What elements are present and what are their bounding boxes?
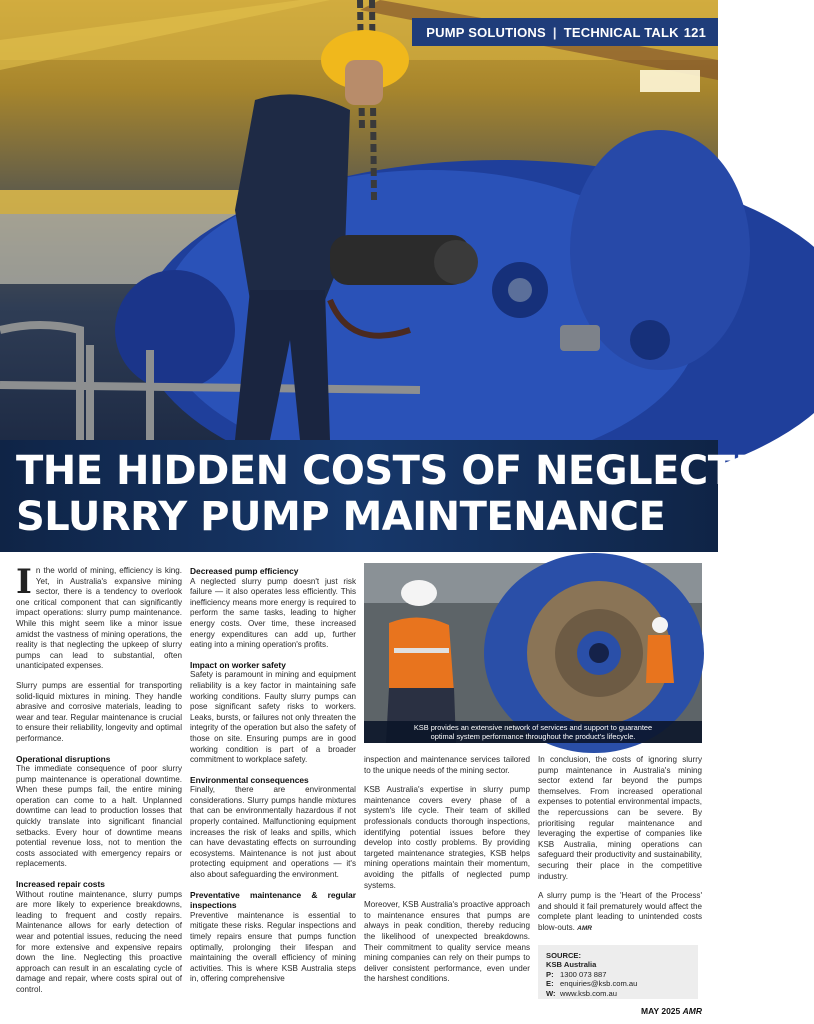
page-number: 121 xyxy=(683,24,706,40)
paragraph-operational: The immediate consequence of poor slurry pump maintenance is operational downtime. When these pumps fail, the entire mining operation can come to a halt. Unplanned downtime can lead to production losses that quickly translate into significant financial setbacks. Every hour of downtime means potential revenue loss, not to mention the costs associated with emergency repairs or replacements. xyxy=(16,764,182,869)
paragraph-repair: Without routine maintenance, slurry pumps are more likely to experience breakdowns, leading to frequent and costly repairs. Maintenance allows for early detection of wear and potential issues, reducing the need for more extensive and expensive repairs down the line. Neglecting this proactive approach can result in an escalating cycle of damage and repair, where costs spiral out of control. xyxy=(16,889,182,994)
web-key: W: xyxy=(546,988,556,998)
email-key: E: xyxy=(546,979,554,989)
column-3 xyxy=(364,755,530,994)
phone-key: P: xyxy=(546,969,554,979)
source-company: KSB Australia xyxy=(546,960,597,970)
section-tag xyxy=(412,18,718,46)
source-web-row xyxy=(546,989,690,998)
column-1 xyxy=(16,562,182,1005)
heading-environment: Environmental consequences xyxy=(190,774,309,785)
paragraph-heart xyxy=(538,891,702,934)
source-label: SOURCE: xyxy=(546,951,582,960)
subsection-name: TECHNICAL TALK xyxy=(563,24,679,40)
paragraph-conclusion: In conclusion, the costs of ignoring slurry pump maintenance in Australia's mining sector extend far beyond the pumps themselves. From increased operational expenses to potential environmental impacts, the repercussions can be severe. By prioritising regular maintenance and leveraging the expertise of companies like KSB Australia, mining operations can safeguard their productivity and sustainability, securing their place in the competitive industry. xyxy=(538,755,702,881)
paragraph-services: inspection and maintenance services tailored to the unique needs of the mining sector. xyxy=(364,755,530,775)
paragraph-2: Slurry pumps are essential for transporting solid-liquid mixtures in mining. They handle abrasive and corrosive materials, leading to wear and tear. Regular maintenance is crucial to ensure their reliability, longevity and optimal performance. xyxy=(16,680,182,743)
drop-cap: I xyxy=(16,562,32,602)
page-footer xyxy=(641,1006,702,1016)
hero-photo xyxy=(0,0,718,440)
title-line-2: SLURRY PUMP MAINTENANCE xyxy=(16,494,666,540)
source-phone[interactable]: 1300 073 887 xyxy=(560,969,607,979)
source-phone-row xyxy=(546,970,690,979)
column-4 xyxy=(538,755,702,944)
heading-safety: Impact on worker safety xyxy=(190,659,286,670)
tag-separator: | xyxy=(552,24,557,40)
paragraph-preventative: Preventive maintenance is essential to mitigate these risks. Regular inspections and timely repairs ensure that pumps function optimally, prolonging their lifespan and maintaining the overall efficiency of mining activities. This is where KSB Australia steps in, offering comprehensive xyxy=(190,910,356,984)
paragraph-proactive: Moreover, KSB Australia's proactive approach to maintenance ensures that pumps are always in peak condition, thereby reducing the likelihood of unexpected breakdowns. Their commitment to quality service means mining companies can rely on their pumps to deliver consistent performance, even under the harshest conditions. xyxy=(364,900,530,984)
source-email-row xyxy=(546,979,690,988)
title-line-1: THE HIDDEN COSTS OF NEGLECTING xyxy=(16,448,814,494)
issue-date: MAY 2025 xyxy=(641,1006,681,1016)
paragraph-expertise: KSB Australia's expertise in slurry pump maintenance covers every phase of a system's life cycle. Their team of skilled professionals conducts thorough inspections, identifying potential issues before they develop into costly problems. By providing targeted maintenance strategies, KSB helps mining operations maintain their momentum, avoiding the pitfalls of neglected pump systems. xyxy=(364,785,530,890)
magazine-name: AMR xyxy=(682,1006,702,1016)
caption-line-2: optimal system performance throughout the product's lifecycle. xyxy=(430,732,636,741)
paragraph-safety: Safety is paramount in mining and equipment reliability is a key factor in maintaining safe working conditions. Faulty slurry pumps can pose significant safety risks to workers. Leaks, bursts, or failures not only threaten the integrity of the operation but also the safety of those on site. Ensuring pumps are in good working condition is part of a broader commitment to workplace safety. xyxy=(190,670,356,765)
heading-efficiency: Decreased pump efficiency xyxy=(190,566,299,576)
heading-repair: Increased repair costs xyxy=(16,879,105,890)
secondary-photo xyxy=(364,563,702,743)
workers-illustration xyxy=(364,563,702,743)
title-band xyxy=(0,440,814,552)
heart-text: A slurry pump is the 'Heart of the Process' and should it fail prematurely would affect the complete plant leading to unintended costs blow-outs. xyxy=(538,891,702,932)
heading-operational: Operational disruptions xyxy=(16,753,111,764)
column-2 xyxy=(190,566,356,994)
intro-paragraph xyxy=(16,562,182,672)
paragraph-environment: Finally, there are environmental considerations. Slurry pumps handle mixtures that can be environmentally hazardous if not properly contained. Malfunctioning equipment increases the risk of leaks and spills, which can have devastating effects on surrounding ecosystems. Maintenance is not just about protecting equipment and operations — it's also about safeguarding the environment. xyxy=(190,785,356,880)
paragraph-efficiency: A neglected slurry pump doesn't just risk failure — it also operates less efficiently. This inefficiency means more energy is required to perform the same tasks, leading to higher energy costs. Over time, these increased energy expenditures can add up, further eating into a mining operation's profits. xyxy=(190,576,356,650)
source-email[interactable]: enquiries@ksb.com.au xyxy=(560,979,638,989)
source-web[interactable]: www.ksb.com.au xyxy=(560,988,617,998)
article-title xyxy=(16,448,814,540)
intro-text: n the world of mining, efficiency is king. Yet, in Australia's expansive mining sector, there is a tendency to overlook one critical component that can significantly impact operations: slurry pump maintenance. While this might seem like a minor issue amidst the vastness of mining operations, the reality is that neglecting the upkeep of slurry pumps can lead to substantial, often unanticipated expenses. xyxy=(16,566,182,671)
heading-preventative: Preventative maintenance & regular inspections xyxy=(190,889,356,911)
source-box xyxy=(538,945,698,999)
photo-caption xyxy=(364,721,702,743)
hero-illustration xyxy=(0,0,718,440)
caption-line-1: KSB provides an extensive network of services and support to guarantee xyxy=(413,723,653,732)
end-mark: AMR xyxy=(577,924,592,932)
section-name: PUMP SOLUTIONS xyxy=(426,24,546,40)
